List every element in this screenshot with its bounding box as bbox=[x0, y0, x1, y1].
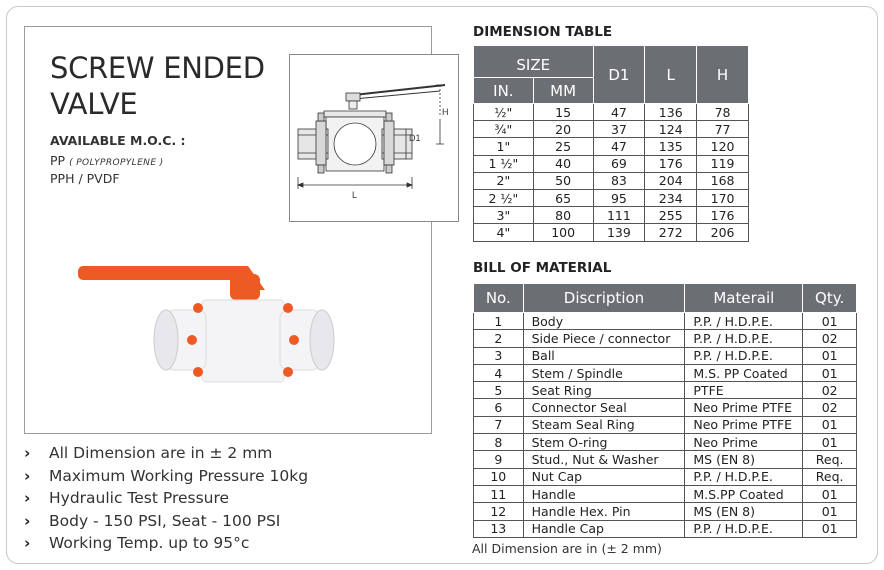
note-item: › Maximum Working Pressure 10kg bbox=[24, 465, 308, 488]
cell-in: 2" bbox=[474, 172, 534, 189]
bom-cell-description: Stem O-ring bbox=[523, 434, 685, 451]
bom-cell-description: Handle Cap bbox=[523, 520, 685, 537]
chevron-right-icon: › bbox=[24, 444, 31, 462]
table-row bbox=[474, 382, 857, 399]
bom-header-description: Discription bbox=[523, 284, 685, 313]
chevron-right-icon: › bbox=[24, 511, 31, 530]
bom-cell-qty: 01 bbox=[803, 416, 857, 433]
cell-h: 170 bbox=[697, 189, 749, 206]
bom-cell-description: Handle Hex. Pin bbox=[523, 503, 685, 520]
bom-cell-qty: Req. bbox=[803, 468, 857, 485]
bom-cell-qty: 02 bbox=[803, 382, 857, 399]
bom-cell-qty: 01 bbox=[803, 434, 857, 451]
bom-cell-qty: 01 bbox=[803, 364, 857, 381]
diagram-label-d1: D1 bbox=[409, 133, 421, 143]
dimension-table-body bbox=[474, 104, 749, 242]
moc-label: AVAILABLE M.O.C. : bbox=[50, 133, 186, 148]
bom-cell-description: Seat Ring bbox=[523, 382, 685, 399]
bom-cell-material: MS (EN 8) bbox=[685, 503, 803, 520]
bom-cell-material: Neo Prime bbox=[685, 434, 803, 451]
dimension-table bbox=[473, 45, 749, 242]
cell-mm: 40 bbox=[533, 155, 593, 172]
dimension-table-heading: DIMENSION TABLE bbox=[473, 24, 613, 40]
table-row bbox=[474, 104, 749, 121]
table-row bbox=[474, 503, 857, 520]
cell-d1: 47 bbox=[593, 138, 645, 155]
technical-drawing bbox=[289, 54, 459, 222]
bom-header-material: Materail bbox=[685, 284, 803, 313]
cell-in: 1" bbox=[474, 138, 534, 155]
header-size: SIZE bbox=[474, 46, 594, 78]
bom-cell-no: 13 bbox=[474, 520, 524, 537]
bom-cell-no: 2 bbox=[474, 330, 524, 347]
bom-cell-description: Side Piece / connector bbox=[523, 330, 685, 347]
valve-illustration bbox=[70, 250, 370, 400]
bom-cell-material: Neo Prime PTFE bbox=[685, 399, 803, 416]
bom-cell-no: 10 bbox=[474, 468, 524, 485]
cell-h: 206 bbox=[697, 224, 749, 241]
table-row bbox=[474, 434, 857, 451]
table-row bbox=[474, 364, 857, 381]
bom-cell-no: 6 bbox=[474, 399, 524, 416]
bom-cell-qty: 01 bbox=[803, 503, 857, 520]
table-row bbox=[474, 451, 857, 468]
bom-header-no: No. bbox=[474, 284, 524, 313]
cell-in: ½" bbox=[474, 104, 534, 121]
cell-d1: 69 bbox=[593, 155, 645, 172]
bom-cell-no: 11 bbox=[474, 485, 524, 502]
bom-cell-qty: 01 bbox=[803, 347, 857, 364]
bom-cell-material: P.P. / H.D.P.E. bbox=[685, 520, 803, 537]
bom-cell-qty: 01 bbox=[803, 485, 857, 502]
cell-d1: 95 bbox=[593, 189, 645, 206]
bom-cell-no: 12 bbox=[474, 503, 524, 520]
moc-pp-text: PP bbox=[50, 153, 66, 168]
bom-cell-description: Connector Seal bbox=[523, 399, 685, 416]
cell-l: 176 bbox=[645, 155, 697, 172]
note-item: › Working Temp. up to 95°c bbox=[24, 532, 308, 555]
bom-cell-no: 5 bbox=[474, 382, 524, 399]
cell-mm: 25 bbox=[533, 138, 593, 155]
cell-l: 124 bbox=[645, 121, 697, 138]
bom-cell-material: P.P. / H.D.P.E. bbox=[685, 313, 803, 330]
bom-cell-no: 8 bbox=[474, 434, 524, 451]
cell-mm: 50 bbox=[533, 172, 593, 189]
notes-list bbox=[24, 442, 308, 555]
product-title bbox=[50, 50, 265, 122]
dimension-footnote: All Dimension are in (± 2 mm) bbox=[472, 541, 662, 556]
bom-cell-material: P.P. / H.D.P.E. bbox=[685, 330, 803, 347]
bom-cell-no: 4 bbox=[474, 364, 524, 381]
table-row bbox=[474, 520, 857, 537]
bom-cell-qty: 01 bbox=[803, 313, 857, 330]
title-line-2: VALVE bbox=[50, 87, 138, 121]
bom-cell-qty: 01 bbox=[803, 520, 857, 537]
bom-cell-description: Body bbox=[523, 313, 685, 330]
bom-cell-no: 3 bbox=[474, 347, 524, 364]
cell-l: 135 bbox=[645, 138, 697, 155]
note-item: › All Dimension are in ± 2 mm bbox=[24, 442, 308, 465]
bom-heading: BILL OF MATERIAL bbox=[473, 260, 612, 276]
bom-cell-material: M.S.PP Coated bbox=[685, 485, 803, 502]
note-item: › Body - 150 PSI, Seat - 100 PSI bbox=[24, 510, 308, 533]
table-row bbox=[474, 313, 857, 330]
bom-cell-description: Handle bbox=[523, 485, 685, 502]
table-row bbox=[474, 399, 857, 416]
cell-mm: 100 bbox=[533, 224, 593, 241]
bom-cell-qty: Req. bbox=[803, 451, 857, 468]
table-row bbox=[474, 121, 749, 138]
bom-cell-material: P.P. / H.D.P.E. bbox=[685, 347, 803, 364]
note-item: › Hydraulic Test Pressure bbox=[24, 487, 308, 510]
header-mm: MM bbox=[533, 78, 593, 104]
moc-others: PPH / PVDF bbox=[50, 171, 120, 186]
cell-in: 1 ½" bbox=[474, 155, 534, 172]
table-row bbox=[474, 224, 749, 241]
valve-drawing-svg bbox=[290, 55, 458, 221]
bom-cell-description: Nut Cap bbox=[523, 468, 685, 485]
table-row bbox=[474, 468, 857, 485]
title-line-1: SCREW ENDED bbox=[50, 51, 265, 85]
cell-mm: 15 bbox=[533, 104, 593, 121]
cell-h: 168 bbox=[697, 172, 749, 189]
header-l: L bbox=[645, 46, 697, 104]
bom-cell-material: MS (EN 8) bbox=[685, 451, 803, 468]
cell-h: 176 bbox=[697, 207, 749, 224]
diagram-label-l: L bbox=[352, 190, 358, 200]
bom-cell-description: Stud., Nut & Washer bbox=[523, 451, 685, 468]
bom-cell-description: Steam Seal Ring bbox=[523, 416, 685, 433]
header-d1: D1 bbox=[593, 46, 645, 104]
bom-cell-material: Neo Prime PTFE bbox=[685, 416, 803, 433]
bom-cell-material: P.P. / H.D.P.E. bbox=[685, 468, 803, 485]
bom-table-body bbox=[474, 313, 857, 538]
cell-d1: 83 bbox=[593, 172, 645, 189]
table-row bbox=[474, 347, 857, 364]
table-row bbox=[474, 416, 857, 433]
header-h: H bbox=[697, 46, 749, 104]
cell-l: 255 bbox=[645, 207, 697, 224]
table-row bbox=[474, 330, 857, 347]
table-row bbox=[474, 138, 749, 155]
chevron-right-icon: › bbox=[24, 534, 31, 553]
cell-mm: 65 bbox=[533, 189, 593, 206]
table-row bbox=[474, 189, 749, 206]
cell-h: 78 bbox=[697, 104, 749, 121]
cell-in: 2 ½" bbox=[474, 189, 534, 206]
bom-cell-description: Ball bbox=[523, 347, 685, 364]
header-in: IN. bbox=[474, 78, 534, 104]
cell-in: 4" bbox=[474, 224, 534, 241]
bom-cell-material: M.S. PP Coated bbox=[685, 364, 803, 381]
cell-l: 234 bbox=[645, 189, 697, 206]
chevron-right-icon: › bbox=[24, 466, 31, 485]
cell-l: 272 bbox=[645, 224, 697, 241]
table-row bbox=[474, 155, 749, 172]
diagram-label-h: H bbox=[442, 107, 449, 117]
bom-cell-qty: 02 bbox=[803, 399, 857, 416]
table-row bbox=[474, 172, 749, 189]
cell-d1: 139 bbox=[593, 224, 645, 241]
bom-cell-no: 7 bbox=[474, 416, 524, 433]
chevron-right-icon: › bbox=[24, 489, 31, 508]
cell-d1: 111 bbox=[593, 207, 645, 224]
bom-cell-material: PTFE bbox=[685, 382, 803, 399]
cell-mm: 80 bbox=[533, 207, 593, 224]
cell-d1: 47 bbox=[593, 104, 645, 121]
bom-cell-description: Stem / Spindle bbox=[523, 364, 685, 381]
cell-h: 120 bbox=[697, 138, 749, 155]
valve-photo bbox=[70, 250, 370, 400]
cell-h: 77 bbox=[697, 121, 749, 138]
cell-l: 136 bbox=[645, 104, 697, 121]
table-row bbox=[474, 485, 857, 502]
bom-cell-no: 9 bbox=[474, 451, 524, 468]
table-row bbox=[474, 207, 749, 224]
moc-pp-note: ( POLYPROPYLENE ) bbox=[69, 158, 164, 168]
cell-in: 3" bbox=[474, 207, 534, 224]
cell-h: 119 bbox=[697, 155, 749, 172]
cell-l: 204 bbox=[645, 172, 697, 189]
cell-in: ¾" bbox=[474, 121, 534, 138]
cell-mm: 20 bbox=[533, 121, 593, 138]
moc-pp bbox=[50, 153, 164, 168]
bom-cell-qty: 02 bbox=[803, 330, 857, 347]
cell-d1: 37 bbox=[593, 121, 645, 138]
bom-header-qty: Qty. bbox=[803, 284, 857, 313]
bom-table bbox=[473, 283, 857, 538]
bom-cell-no: 1 bbox=[474, 313, 524, 330]
